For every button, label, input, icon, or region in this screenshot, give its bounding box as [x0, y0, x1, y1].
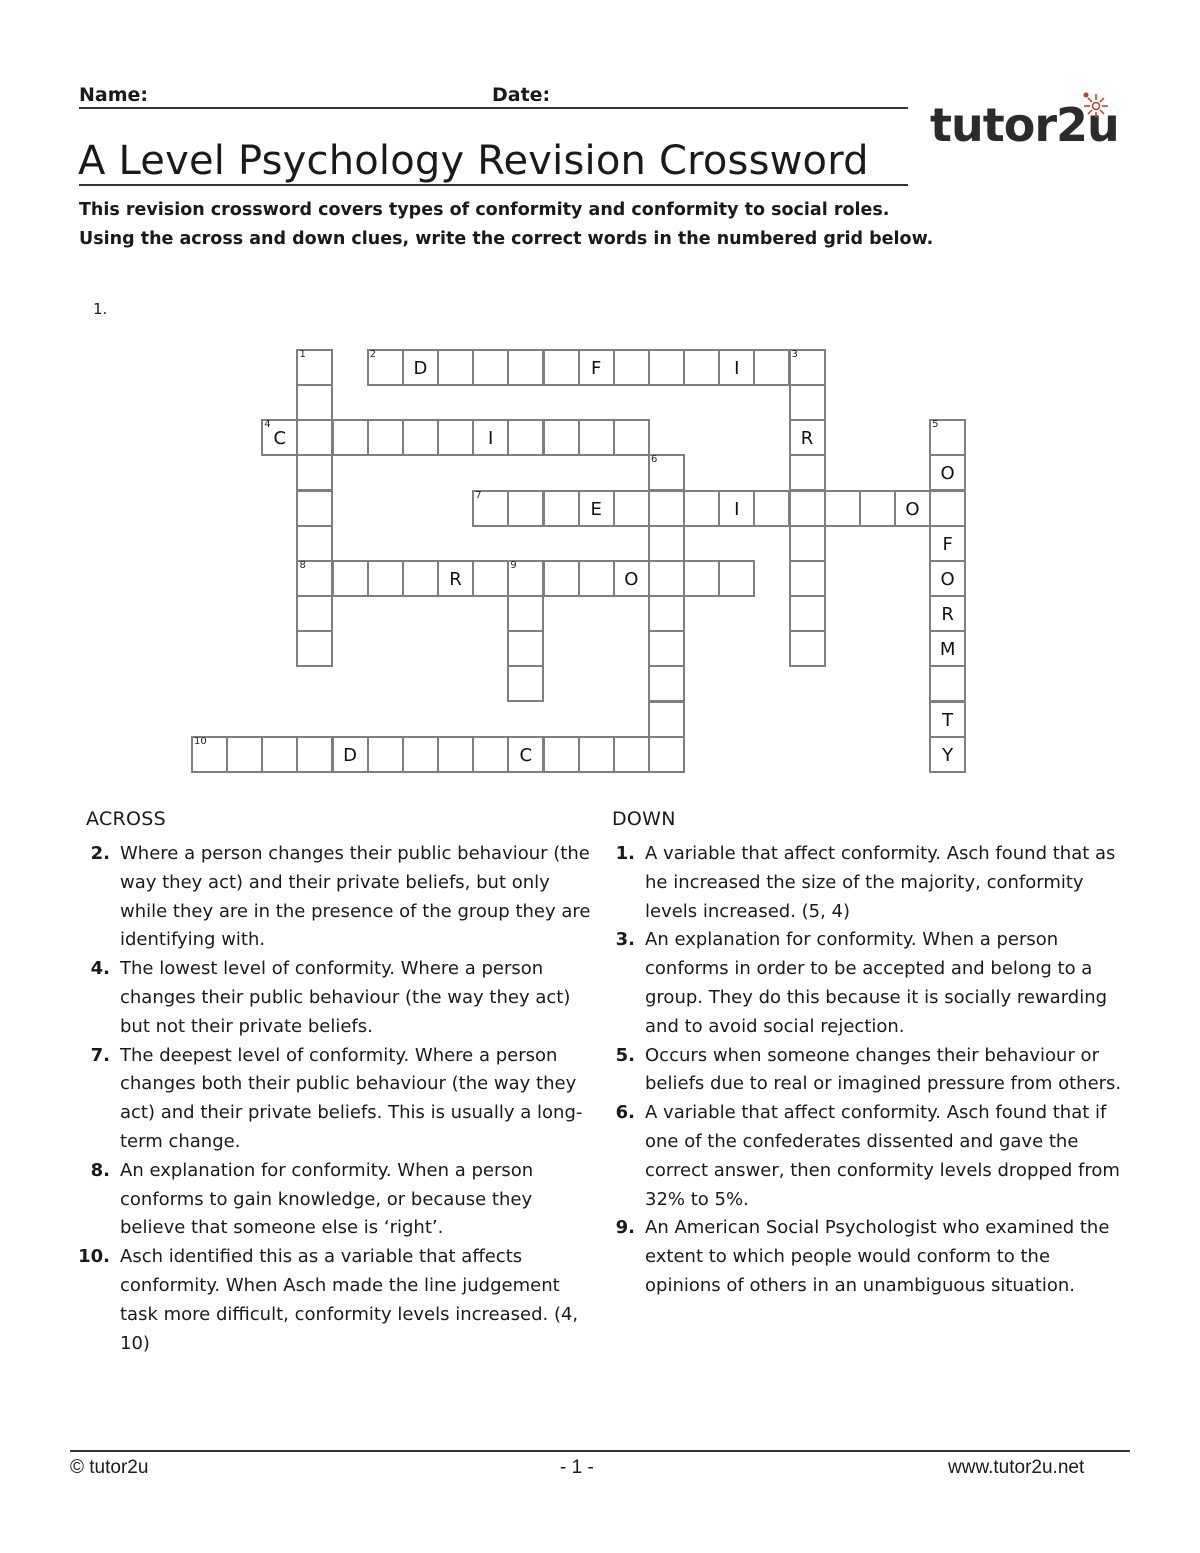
footer-website: www.tutor2u.net [948, 1457, 1085, 1478]
cell-number: 5 [932, 419, 939, 431]
crossword-cell[interactable] [789, 454, 826, 491]
cell-number: 3 [791, 349, 798, 360]
crossword-cell[interactable] [543, 490, 580, 527]
crossword-cell[interactable] [507, 736, 544, 773]
crossword-cell[interactable] [789, 595, 826, 632]
crossword-cell[interactable] [578, 560, 615, 597]
across-heading: ACROSS [86, 808, 167, 830]
clue-item [78, 1243, 598, 1358]
crossword-cell[interactable] [543, 736, 580, 773]
crossword-cell[interactable] [578, 490, 615, 527]
crossword-cell[interactable] [718, 490, 755, 527]
cell-letter: F [942, 533, 953, 555]
crossword-cell[interactable] [402, 419, 439, 456]
cell-letter: I [734, 498, 740, 520]
clue-item [603, 926, 1128, 1041]
crossword-cell[interactable] [683, 560, 720, 597]
cell-number: 6 [650, 454, 658, 466]
crossword-cell[interactable] [859, 490, 896, 527]
crossword-cell[interactable] [367, 419, 404, 456]
crossword-cell[interactable] [753, 349, 790, 386]
crossword-cell[interactable] [824, 490, 861, 527]
clue-number: 2. [90, 843, 110, 864]
crossword-cell[interactable] [507, 595, 544, 632]
crossword-cell[interactable] [472, 736, 509, 773]
crossword-cell[interactable] [578, 419, 615, 456]
clue-text: The lowest level of conformity. Where a person changes their public behaviour (the way they act) but not their private beliefs. [120, 958, 571, 1037]
crossword-cell[interactable] [437, 560, 474, 597]
clue-text: Occurs when someone changes their behaviour or beliefs due to real or imagined pressure from others. [645, 1044, 1122, 1095]
crossword-cell[interactable] [296, 736, 333, 773]
crossword-cell[interactable] [613, 419, 650, 456]
crossword-cell[interactable] [648, 665, 685, 702]
cell-letter: O [940, 463, 955, 485]
footer-copyright: © tutor2u [70, 1457, 149, 1478]
crossword-cell[interactable] [929, 665, 966, 702]
crossword-cell[interactable] [507, 349, 544, 386]
crossword-cell[interactable] [789, 525, 826, 562]
title-underline [79, 184, 908, 186]
crossword-cell[interactable] [648, 701, 685, 738]
crossword-cell[interactable] [789, 630, 826, 667]
crossword-cell[interactable] [261, 419, 298, 456]
cell-letter: R [941, 604, 954, 626]
clue-number: 7. [90, 1044, 110, 1066]
question-number: 1. [93, 300, 108, 318]
crossword-cell[interactable] [507, 665, 544, 702]
clue-number: 6. [615, 1102, 635, 1124]
crossword-cell[interactable] [543, 419, 580, 456]
crossword-cell[interactable] [613, 560, 650, 597]
crossword-cell[interactable] [191, 736, 228, 773]
crossword-cell[interactable] [472, 560, 509, 597]
cell-letter: R [449, 568, 462, 590]
crossword-cell[interactable] [296, 454, 333, 491]
crossword-cell[interactable] [789, 560, 826, 597]
clue-number: 9. [615, 1217, 635, 1239]
cell-number: 8 [299, 559, 306, 571]
crossword-cell[interactable] [929, 454, 966, 491]
crossword-cell[interactable] [718, 560, 755, 597]
crossword-cell[interactable] [718, 349, 755, 386]
cell-letter: R [800, 428, 814, 450]
cell-letter: O [940, 568, 955, 590]
cell-number: 1 [299, 349, 306, 360]
clue-text: Asch identified this as a variable that affects conformity. When Asch made the line judgement task more difficult, conformity levels increased. (4, 10) [120, 1246, 579, 1354]
clue-item [603, 1099, 1128, 1214]
clue-item [603, 1214, 1128, 1300]
name-label: Name: [79, 84, 149, 106]
crossword-cell[interactable] [402, 736, 439, 773]
crossword-cell[interactable] [437, 349, 474, 386]
crossword-cell[interactable] [296, 595, 333, 632]
crossword-cell[interactable] [753, 490, 790, 527]
crossword-cell[interactable] [648, 560, 685, 597]
across-clues [78, 840, 598, 1358]
crossword-cell[interactable] [648, 595, 685, 632]
down-heading: DOWN [612, 808, 676, 830]
crossword-cell[interactable] [613, 490, 650, 527]
crossword-cell[interactable] [789, 419, 826, 456]
date-label: Date: [492, 84, 551, 106]
clue-text: An explanation for conformity. When a person conforms to gain knowledge, or because they believe that someone else is ‘right’. [120, 1159, 534, 1239]
crossword-cell[interactable] [296, 630, 333, 667]
crossword-cell[interactable] [789, 490, 826, 527]
crossword-cell[interactable] [578, 736, 615, 773]
cell-letter: F [590, 358, 602, 379]
cell-number: 9 [510, 559, 517, 571]
crossword-cell[interactable] [296, 419, 333, 456]
crossword-cell[interactable] [929, 595, 966, 632]
crossword-cell[interactable] [332, 419, 369, 456]
cell-letter: T [942, 709, 954, 731]
crossword-cell[interactable] [507, 490, 544, 527]
crossword-cell[interactable] [929, 560, 966, 597]
crossword-cell[interactable] [683, 349, 720, 386]
cell-letter: O [905, 498, 920, 520]
name-date-line [79, 107, 908, 109]
clue-text: An American Social Psychologist who examined the extent to which people would conform to the opinions of others in an unambiguous situation. [645, 1217, 1110, 1296]
crossword-cell[interactable] [507, 419, 544, 456]
crossword-cell[interactable] [789, 349, 826, 386]
crossword-cell[interactable] [929, 736, 966, 773]
crossword-cell[interactable] [367, 349, 404, 386]
tutor2u-logo: tutor2u [930, 98, 1119, 152]
crossword-cell[interactable] [648, 630, 685, 667]
cell-number: 7 [475, 489, 482, 501]
cell-letter: C [519, 744, 533, 766]
crossword-cell[interactable] [226, 736, 263, 773]
cell-number: 4 [264, 419, 271, 431]
cell-letter: C [273, 428, 287, 450]
clue-item [78, 1157, 598, 1243]
clue-text: The deepest level of conformity. Where a person changes both their public behaviour (the way they act) and their private beliefs. This is usually a long-term change. [120, 1044, 583, 1152]
clue-item [603, 1042, 1128, 1100]
down-clues [603, 840, 1128, 1301]
crossword-cell[interactable] [648, 349, 685, 386]
crossword-cell[interactable] [332, 560, 369, 597]
crossword-cell[interactable] [296, 384, 333, 421]
crossword-cell[interactable] [929, 419, 966, 456]
cell-letter: Y [942, 744, 954, 766]
clue-number: 1. [615, 843, 635, 864]
crossword-cell[interactable] [402, 349, 439, 386]
crossword-cell[interactable] [543, 560, 580, 597]
clue-text: Where a person changes their public behaviour (the way they act) and their private beliefs, but only while they are in the presence of the group they are identifying with. [120, 843, 591, 951]
cell-letter: D [343, 744, 358, 766]
crossword-cell[interactable] [261, 736, 298, 773]
crossword-cell[interactable] [507, 630, 544, 667]
clue-item [78, 1042, 598, 1157]
crossword-cell[interactable] [648, 454, 685, 491]
clue-number: 5. [615, 1044, 635, 1066]
crossword-cell[interactable] [296, 525, 333, 562]
crossword-cell[interactable] [894, 490, 931, 527]
crossword-cell[interactable] [613, 349, 650, 386]
crossword-cell[interactable] [929, 525, 966, 562]
clue-number: 10. [78, 1246, 110, 1268]
clue-number: 8. [90, 1159, 110, 1181]
cell-letter: O [624, 568, 639, 590]
crossword-cell[interactable] [472, 349, 509, 386]
crossword-cell[interactable] [367, 736, 404, 773]
crossword-cell[interactable] [507, 560, 544, 597]
crossword-cell[interactable] [929, 701, 966, 738]
cell-number: 10 [194, 735, 207, 747]
page-title: A Level Psychology Revision Crossword [78, 138, 869, 184]
crossword-cell[interactable] [367, 560, 404, 597]
clue-item [78, 840, 598, 955]
crossword-cell[interactable] [648, 525, 685, 562]
crossword-cell[interactable] [296, 490, 333, 527]
crossword-cell[interactable] [789, 384, 826, 421]
cell-letter: I [734, 358, 740, 379]
crossword-cell[interactable] [648, 736, 685, 773]
clue-item [603, 840, 1128, 926]
cell-letter: I [488, 428, 494, 450]
footer-page-number: - 1 - [560, 1457, 594, 1478]
crossword-cell[interactable] [613, 736, 650, 773]
logo-mark-icon [1078, 88, 1114, 124]
clue-text: A variable that affect conformity. Asch found that if one of the confederates dissented and gave the correct answer, then conformity levels dropped from 32% to 5%. [645, 1102, 1120, 1210]
crossword-cell[interactable] [402, 560, 439, 597]
cell-letter: D [413, 358, 428, 379]
footer-rule [70, 1450, 1130, 1452]
clue-number: 4. [90, 958, 110, 980]
clue-number: 3. [615, 929, 635, 951]
intro-line-2: Using the across and down clues, write the correct words in the numbered grid below. [79, 229, 934, 249]
intro-line-1: This revision crossword covers types of conformity and conformity to social roles. [79, 200, 890, 220]
clue-text: An explanation for conformity. When a person conforms in order to be accepted and belong to a group. They do this because it is socially rewarding and to avoid social rejection. [645, 929, 1108, 1037]
cell-number: 2 [369, 349, 377, 360]
crossword-cell[interactable] [437, 419, 474, 456]
crossword-cell[interactable] [332, 736, 369, 773]
crossword-cell[interactable] [648, 490, 685, 527]
crossword-cell[interactable] [929, 490, 966, 527]
crossword-cell[interactable] [437, 736, 474, 773]
crossword-cell[interactable] [683, 490, 720, 527]
cell-letter: E [590, 498, 602, 520]
clue-text: A variable that affect conformity. Asch found that as he increased the size of the majority, conformity levels increased. (5, 4) [645, 843, 1116, 922]
clue-item [78, 955, 598, 1041]
cell-letter: M [939, 639, 956, 661]
crossword-cell[interactable] [578, 349, 615, 386]
crossword-cell[interactable] [929, 630, 966, 667]
crossword-cell[interactable] [472, 490, 509, 527]
crossword-cell[interactable] [543, 349, 580, 386]
crossword-cell[interactable] [472, 419, 509, 456]
crossword-cell[interactable] [296, 349, 333, 386]
crossword-cell[interactable] [296, 560, 333, 597]
